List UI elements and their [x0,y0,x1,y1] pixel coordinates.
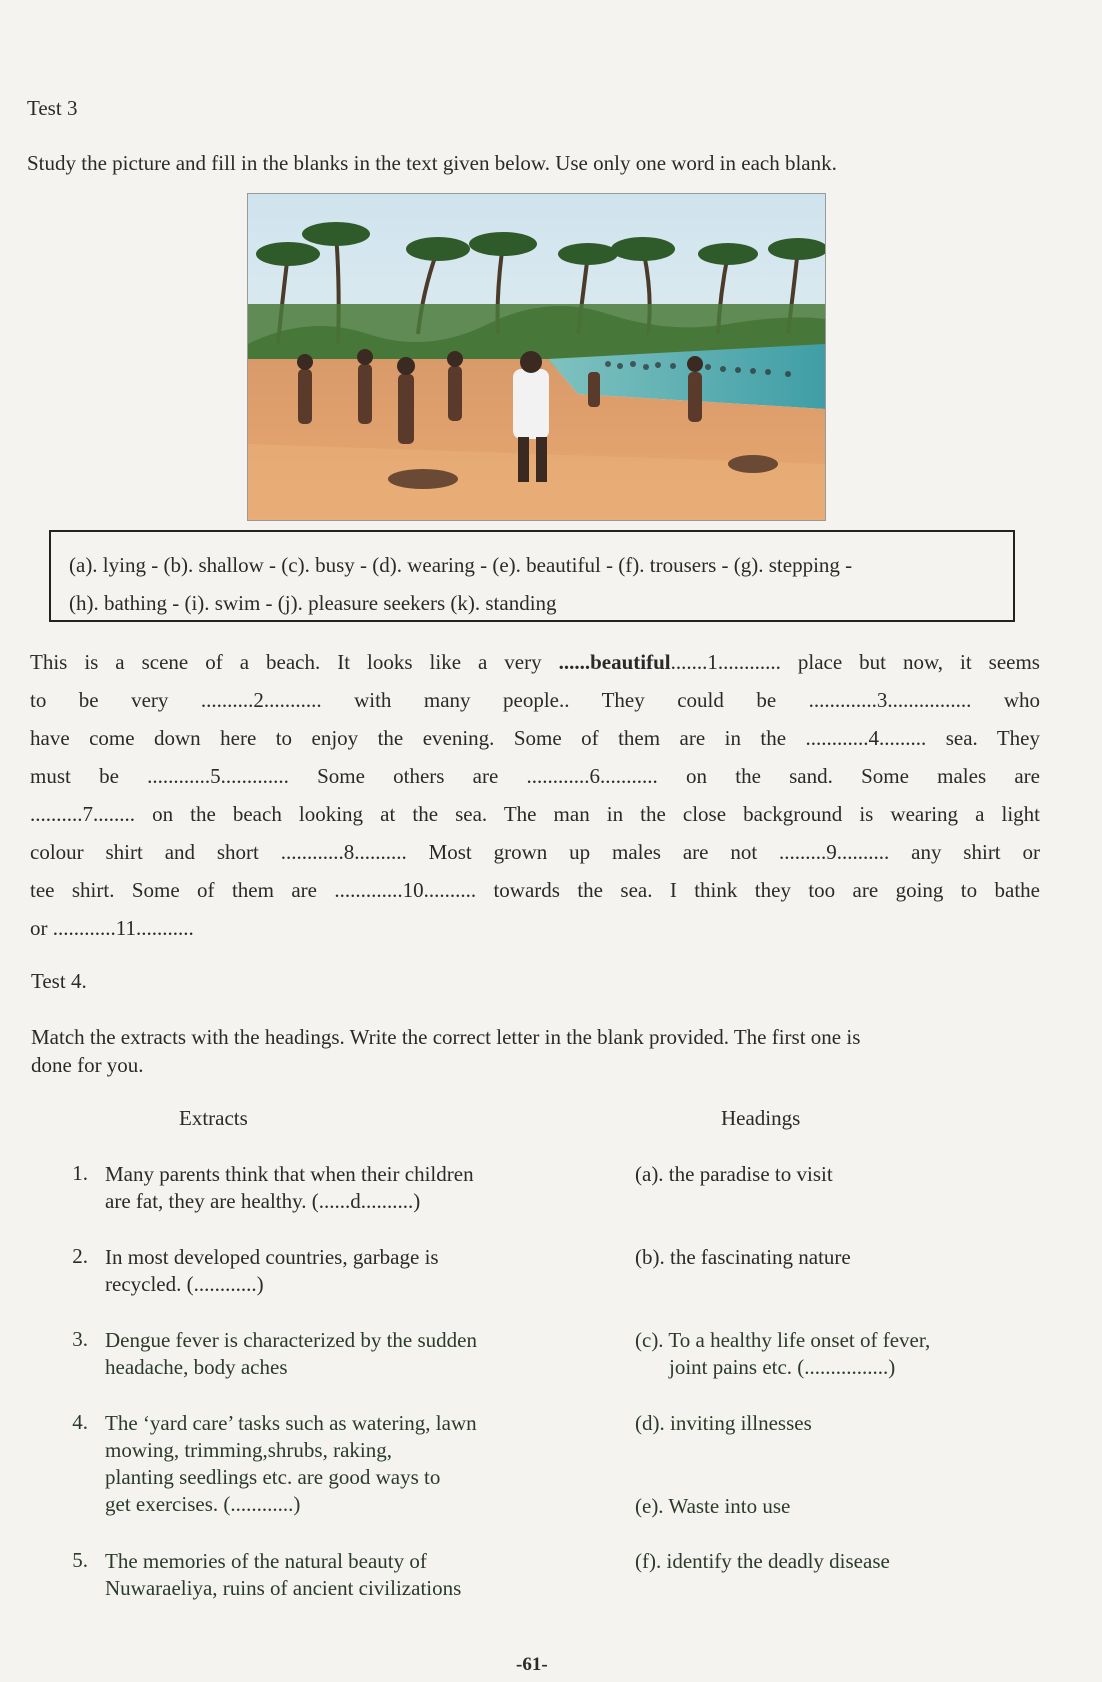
extract-4-line-1: The ‘yard care’ tasks such as watering, lawn [105,1411,477,1435]
heading-b: (b). the fascinating nature [635,1245,851,1269]
passage-line-1 [30,643,1040,681]
headings-header: Headings [721,1106,801,1130]
extract-1-line-2: are fat, they are healthy. (......d..........) [105,1189,421,1213]
heading-a: (a). the paradise to visit [635,1162,833,1186]
extract-5-line-1: The memories of the natural beauty of [105,1549,427,1573]
extract-3-line-1: Dengue fever is characterized by the sudden [105,1328,477,1352]
passage-line-3: have come down here to enjoy the evening. Some of them are in the ............4......... sea. They [30,726,1040,750]
extract-3 [105,1327,477,1381]
passage-line-4: must be ............5............. Some others are ............6........... on the sand. Some males are [30,764,1040,788]
beach-photo [247,193,826,521]
extract-4-line-2: mowing, trimming,shrubs, raking, [105,1438,392,1462]
test4-instruction-line-2: done for you. [31,1053,144,1077]
word-options-line-1: (a). lying - (b). shallow - (c). busy - (d). wearing - (e). beautiful - (f). trousers - (g). stepping - [69,553,853,577]
extract-4 [105,1410,477,1518]
heading-f: (f). identify the deadly disease [635,1549,890,1573]
word-options-box [49,530,1015,622]
extract-number: 2. [72,1244,88,1268]
word-options-line-2: (h). bathing - (i). swim - (j). pleasure seekers (k). standing [69,591,557,615]
heading-e: (e). Waste into use [635,1494,791,1518]
test3-title: Test 3 [27,96,78,120]
extract-4-line-4: get exercises. (............) [105,1492,301,1516]
extract-5 [105,1548,461,1602]
extract-number: 4. [72,1410,88,1434]
heading-c [635,1327,930,1381]
test4-instruction [31,1023,860,1079]
extract-number: 1. [72,1161,88,1185]
heading-c-line-2: joint pains etc. (................) [669,1355,896,1379]
passage-line-2: to be very ..........2........... with many people.. They could be .............3................ who [30,688,1040,712]
extract-number: 3. [72,1327,88,1351]
extract-2-line-1: In most developed countries, garbage is [105,1245,439,1269]
heading-c-line-1: (c). To a healthy life onset of fever, [635,1328,931,1352]
page-number: -61- [516,1654,548,1675]
example-answer: ......beautiful [558,650,671,674]
test4-title: Test 4. [31,969,87,993]
passage-line-1-start: This is a scene of a beach. It looks like a very [30,650,559,674]
extract-number: 5. [72,1548,88,1572]
passage-line-7: tee shirt. Some of them are .............10.......... towards the sea. I think they too are going to bathe [30,878,1040,902]
extract-3-line-2: headache, body aches [105,1355,288,1379]
extract-5-line-2: Nuwaraeliya, ruins of ancient civilizations [105,1576,462,1600]
extract-2-line-2: recycled. (............) [105,1272,264,1296]
extract-1-line-1: Many parents think that when their children [105,1162,474,1186]
extract-2 [105,1244,439,1298]
cloze-passage [30,643,1040,947]
passage-line-5: ..........7........ on the beach looking at the sea. The man in the close background is wearing a light [30,802,1040,826]
test4-instruction-line-1: Match the extracts with the headings. Write the correct letter in the blank provided. The first one is [31,1025,861,1049]
passage-line-1-end: .......1............ place but now, it seems [670,650,1040,674]
extracts-header: Extracts [179,1106,248,1130]
heading-d: (d). inviting illnesses [635,1411,812,1435]
test3-instruction: Study the picture and fill in the blanks in the text given below. Use only one word in each blank. [27,151,837,175]
passage-line-8: or ............11........... [30,916,194,940]
extract-4-line-3: planting seedlings etc. are good ways to [105,1465,441,1489]
extract-1 [105,1161,474,1215]
passage-line-6: colour shirt and short ............8.......... Most grown up males are not .........9.......... any shirt or [30,840,1040,864]
